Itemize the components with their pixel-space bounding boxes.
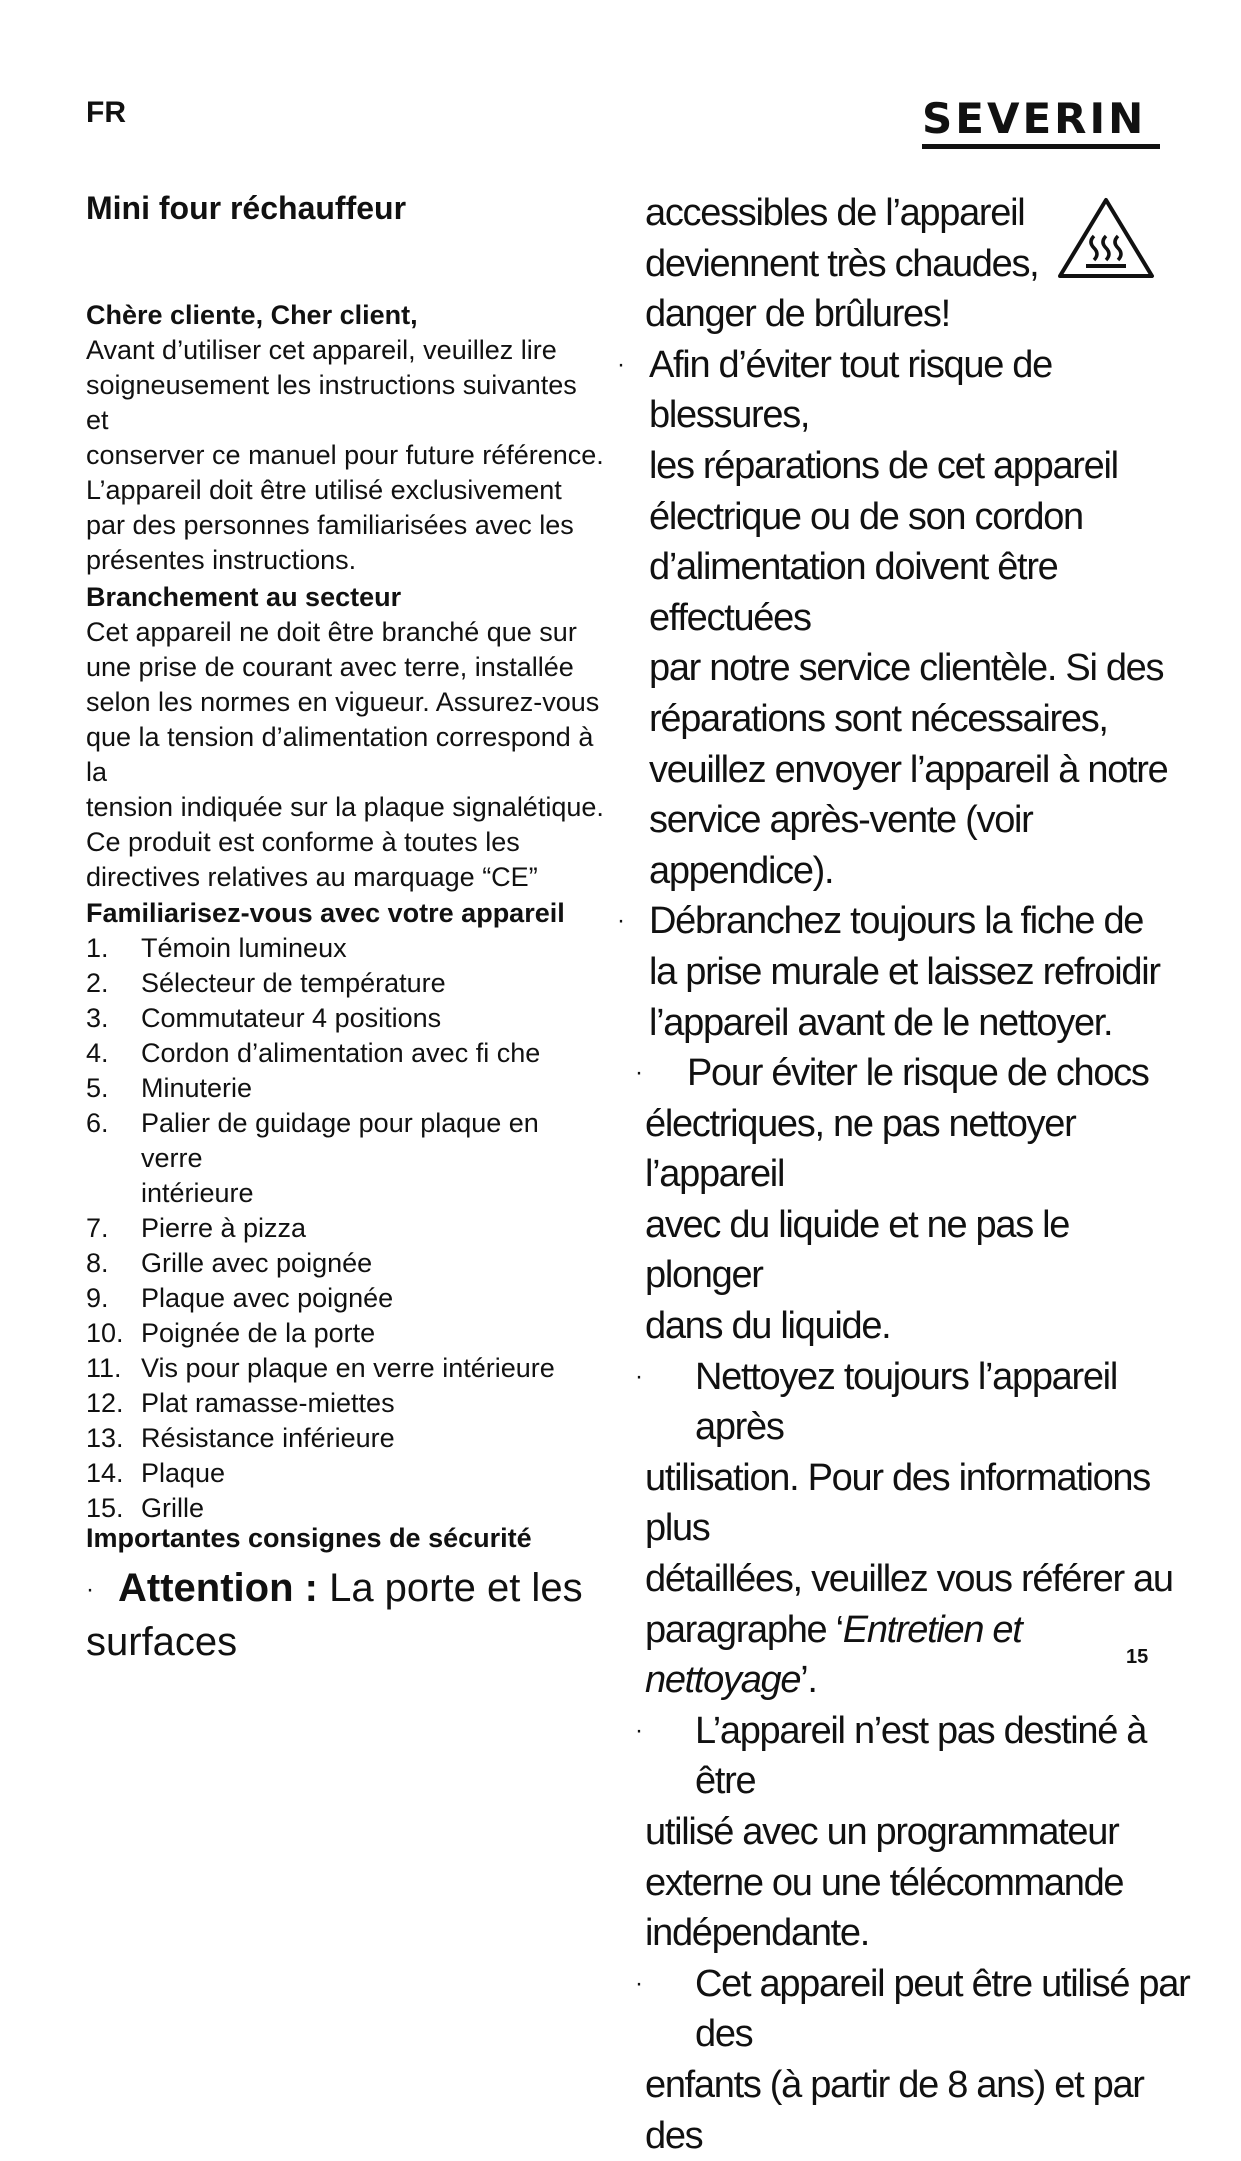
- list-item: 8. Grille avec poignée: [86, 1248, 373, 1278]
- intro-heading: Chère cliente, Cher client,: [86, 300, 418, 330]
- intro-line: L’appareil doit être utilisé exclusivement: [86, 475, 562, 505]
- parts-list: [86, 931, 606, 1526]
- mains-line: une prise de courant avec terre, installée: [86, 652, 574, 682]
- list-item: 14. Plaque: [86, 1458, 226, 1488]
- severin-logo: [922, 96, 1160, 149]
- mains-line: Cet appareil ne doit être branché que sur: [86, 617, 577, 647]
- intro-section: [86, 298, 606, 578]
- page-number: 15: [1126, 1646, 1149, 1668]
- mains-section: [86, 580, 606, 895]
- intro-line: présentes instructions.: [86, 545, 357, 575]
- attention-label: Attention :: [118, 1566, 318, 1610]
- bullet: ·: [86, 1576, 94, 1604]
- mains-line: que la tension d’alimentation correspond à la: [86, 722, 594, 787]
- attention-item: [86, 1562, 646, 1668]
- list-item: 4. Cordon d’alimentation avec fi che: [86, 1038, 541, 1068]
- list-item: 13. Résistance inférieure: [86, 1423, 395, 1453]
- attention-continued: accessibles de l’appareil deviennent très chaudes, danger de brûlures!: [645, 192, 1039, 336]
- brand-name: SEVERIN: [922, 94, 1147, 143]
- parts-section: [86, 896, 606, 1526]
- intro-line: soigneusement les instructions suivantes et: [86, 370, 577, 435]
- list-item: 6. Palier de guidage pour plaque en verre intérieure: [86, 1108, 539, 1208]
- mains-line: Ce produit est conforme à toutes les: [86, 827, 520, 857]
- safety-item: · Pour éviter le risque de chocs électriques, ne pas nettoyer l’appareil avec du liquide et ne pas le plonger dans du liquide.: [635, 1052, 1149, 1348]
- language-code: FR: [86, 96, 126, 129]
- list-item: 15. Grille: [86, 1493, 205, 1523]
- mains-line: tension indiquée sur la plaque signalétique.: [86, 792, 604, 822]
- hot-surface-warning-icon: [1056, 196, 1156, 280]
- safety-item: · Cet appareil peut être utilisé par des enfants (à partir de 8 ans) et par des: [635, 1962, 1190, 2157]
- mains-line: directives relatives au marquage “CE”: [86, 862, 538, 892]
- attention-text: La porte et les surfaces: [86, 1566, 583, 1665]
- safety-column: [617, 188, 1190, 2161]
- mains-line: selon les normes en vigueur. Assurez-vous: [86, 687, 600, 717]
- mains-heading: Branchement au secteur: [86, 582, 402, 612]
- list-item: 9. Plaque avec poignée: [86, 1283, 394, 1313]
- intro-line: Avant d’utiliser cet appareil, veuillez lire: [86, 335, 557, 365]
- intro-line: par des personnes familiarisées avec les: [86, 510, 574, 540]
- intro-line: conserver ce manuel pour future référence.: [86, 440, 604, 470]
- safety-item: · Débranchez toujours la fiche de la prise murale et laissez refroidir l’appareil avant de le nettoyer.: [617, 900, 1160, 1044]
- list-item: 11. Vis pour plaque en verre intérieure: [86, 1353, 555, 1383]
- safety-item: · L’appareil n’est pas destiné à être utilisé avec un programmateur externe ou une télécommande indépendante.: [635, 1709, 1147, 1955]
- page-title: Mini four réchauffeur: [86, 190, 407, 226]
- list-item: 12. Plat ramasse-miettes: [86, 1388, 395, 1418]
- parts-heading: Familiarisez-vous avec votre appareil: [86, 898, 565, 928]
- list-item: 1. Témoin lumineux: [86, 933, 347, 963]
- safety-item: · Nettoyez toujours l’appareil après utilisation. Pour des informations plus détaillées, veuillez vous référer au paragraphe ‘Entretien et nettoyage’.: [635, 1355, 1173, 1702]
- logo-underline: [922, 144, 1160, 149]
- safety-item: · Afin d’éviter tout risque de blessures, les réparations de cet appareil électrique ou de son cordon d’alimentation doivent être effectuées par notre service clientèle. Si des réparations sont nécessaires, veuillez envoyer l’appareil à notre service après-vente (voir appendice).: [617, 343, 1168, 892]
- safety-heading: Importantes consignes de sécurité: [86, 1523, 532, 1553]
- list-item: 5. Minuterie: [86, 1073, 253, 1103]
- list-item: 7. Pierre à pizza: [86, 1213, 307, 1243]
- list-item: 10. Poignée de la porte: [86, 1318, 376, 1348]
- list-item: 2. Sélecteur de température: [86, 968, 446, 998]
- list-item: 3. Commutateur 4 positions: [86, 1003, 442, 1033]
